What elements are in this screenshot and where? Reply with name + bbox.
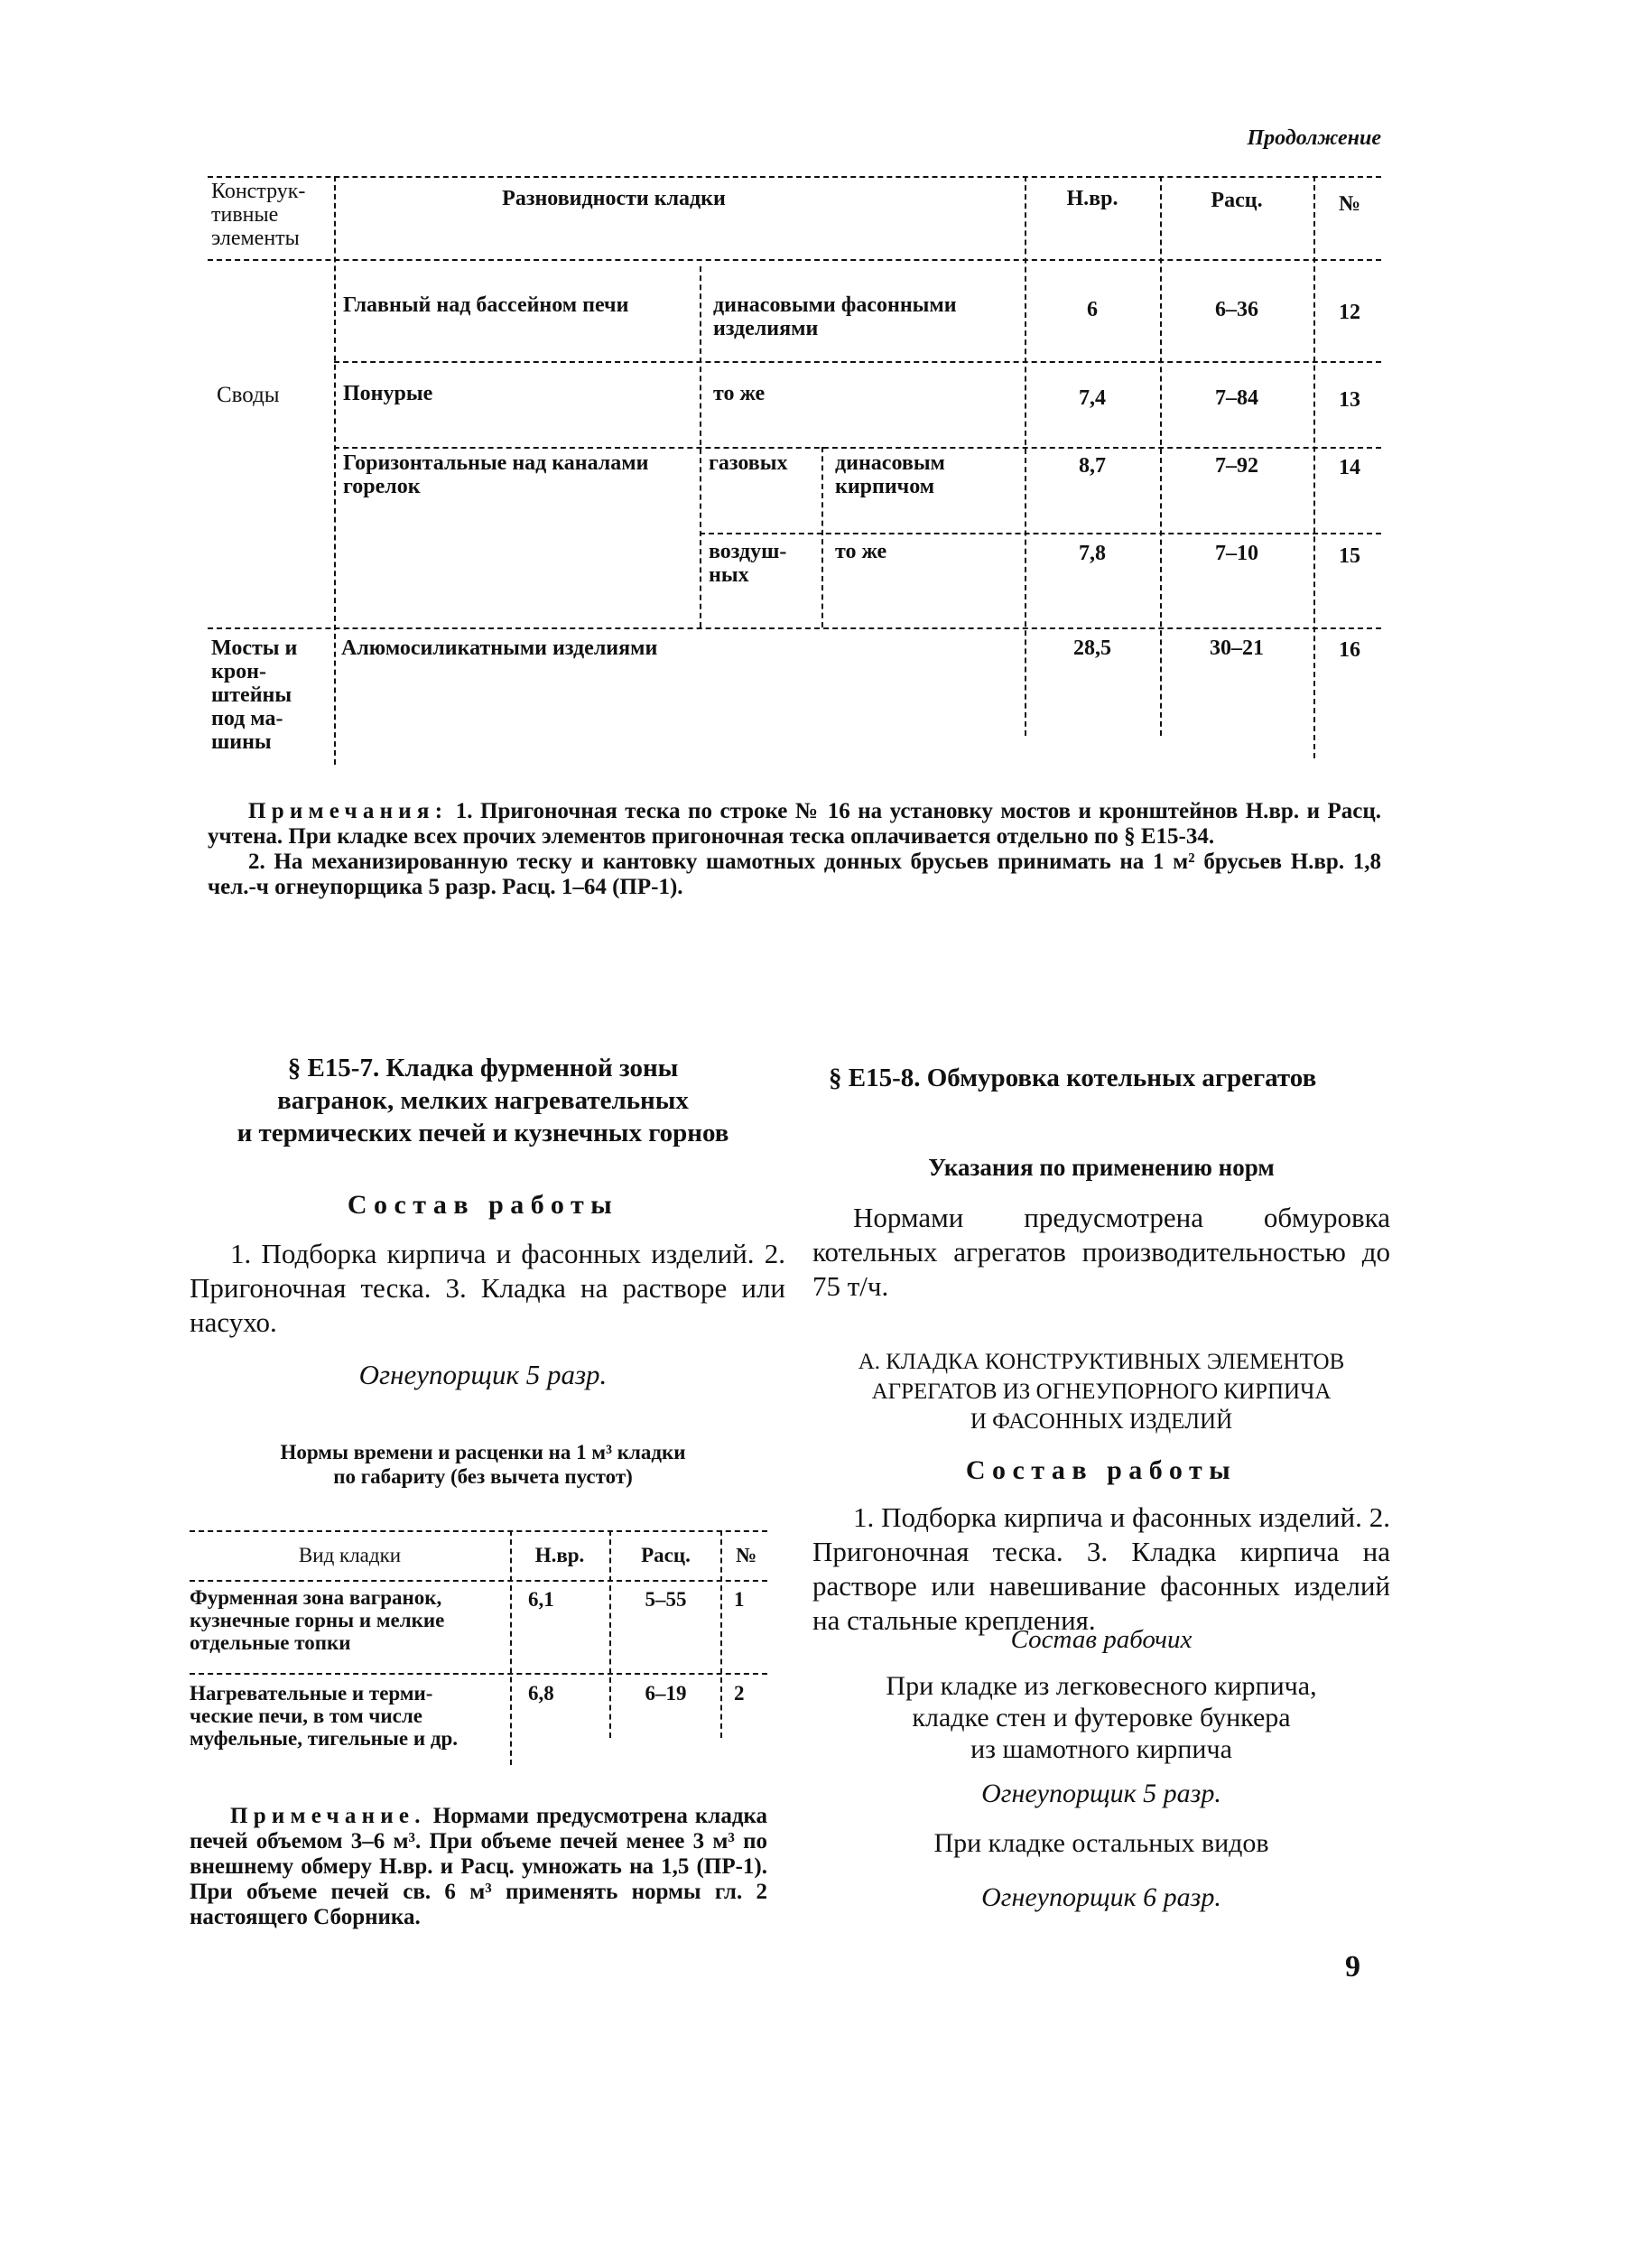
row12-kind: динасовыми фасонными изделиями — [713, 293, 957, 340]
small-row1-num: 1 — [734, 1588, 745, 1611]
small-row1-rasc: 5–55 — [645, 1588, 687, 1611]
row12-nvr: 6 — [1087, 298, 1098, 321]
small-row2-nvr: 6,8 — [528, 1682, 554, 1705]
notes-top-2: 2. На механизированную теску и кантовку шамотных донных брусьев принимать на 1 м² брусьев Н.вр. 1,8 чел.-ч огнеупорщика 5 разр. Расц. 1–64 (ПР-1). — [208, 850, 1381, 899]
notes-top-1: 1. Пригоночная теска по строке № 16 на установку мостов и кронштейнов Н.вр. и Расц. учтена. При кладке всех прочих элементов пригоночная теска оплачивается отдельно по § Е15-34. — [208, 799, 1381, 849]
h-nvr: Н.вр. — [534, 1544, 585, 1566]
right-case2: При кладке остальных видов — [933, 1828, 1269, 1858]
section-e15-8-title: § Е15-8. Обмуровка котельных агрегатов — [829, 1064, 1317, 1092]
row13-kind: то же — [713, 382, 766, 405]
small-row1-nvr: 6,1 — [528, 1588, 554, 1611]
header-rasc: Расц. — [1211, 189, 1263, 212]
row14-rasc: 7–92 — [1215, 454, 1258, 478]
left-worker: Огнеупорщик 5 разр. — [358, 1359, 608, 1390]
section-e15-7-title: § Е15-7. Кладка фурменной зоны вагранок, мелких нагревательных и термических печей и кузнечных горнов — [237, 1054, 729, 1147]
small-row1-kind: Фурменная зона вагранок, кузнечные горны и мелкие отдельные топки — [190, 1586, 445, 1654]
row14-gas: газовых — [709, 451, 788, 475]
row15-num: 15 — [1339, 544, 1360, 568]
norms-table-continued — [208, 176, 1381, 765]
right-sostav-heading: Состав работы — [965, 1455, 1238, 1485]
row14-element: Горизонтальные над каналами горелок — [343, 451, 649, 498]
notes-top-label: Примечания: — [248, 799, 449, 823]
row16-num: 16 — [1339, 638, 1360, 662]
header-num: № — [1338, 192, 1361, 216]
group-svody: Своды — [217, 383, 280, 407]
row15-nvr: 7,8 — [1079, 542, 1106, 565]
left-norms-heading: Нормы времени и расценки на 1 м³ кладки по габариту (без вычета пустот) — [280, 1441, 686, 1488]
right-worker2: Огнеупорщик 6 разр. — [981, 1882, 1221, 1912]
row14-nvr: 8,7 — [1079, 454, 1106, 478]
row12-element: Главный над бассейном печи — [343, 293, 629, 317]
left-note-label: Примечание. — [230, 1804, 426, 1828]
left-sostav-heading: Состав работы — [347, 1190, 619, 1220]
right-ukazania-heading: Указания по применению норм — [928, 1154, 1275, 1181]
right-worker1: Огнеупорщик 5 разр. — [981, 1779, 1221, 1808]
row12-num: 12 — [1339, 301, 1360, 324]
right-case1: При кладке из легковесного кирпича, кладке стен и футеровке бункера из шамотного кирпича — [886, 1671, 1317, 1764]
right-section-a: А. КЛАДКА КОНСТРУКТИВНЫХ ЭЛЕМЕНТОВ АГРЕГАТОВ ИЗ ОГНЕУПОРНОГО КИРПИЧА И ФАСОННЫХ ИЗДЕЛИЙ — [858, 1350, 1345, 1434]
right-ukazania-text: Нормами предусмотрена обмуровка котельных агрегатов производительностью до 75 т/ч. — [812, 1202, 1390, 1302]
left-note-text: Нормами предусмотрена кладка печей объемом 3–6 м³. При объеме печей менее 3 м³ по внешнему обмеру Н.вр. и Расц. умножать на 1,5 (ПР-1). При объеме печей св. 6 м³ применять нормы гл. 2 настоящего Сборника. — [190, 1804, 767, 1929]
row13-rasc: 7–84 — [1215, 386, 1258, 410]
header-elements: Конструк- тивные элементы — [211, 180, 306, 250]
h-num: № — [735, 1544, 757, 1566]
group-mosty: Мосты и крон- штейны под ма- шины — [211, 636, 298, 754]
small-row2-kind: Нагревательные и терми- ческие печи, в том числе муфельные, тигельные и др. — [190, 1682, 459, 1750]
row14-num: 14 — [1339, 456, 1360, 479]
small-row2-rasc: 6–19 — [645, 1682, 687, 1705]
row13-nvr: 7,4 — [1079, 386, 1106, 410]
header-kinds: Разновидности кладки — [502, 187, 726, 210]
small-row2-num: 2 — [734, 1682, 745, 1705]
row15-air: воздуш- ных — [709, 540, 787, 587]
row15-rasc: 7–10 — [1215, 542, 1258, 565]
e15-7-table — [190, 1530, 767, 1770]
notes-top — [208, 799, 1381, 900]
h-kind: Вид кладки — [298, 1544, 402, 1566]
header-nvr: Н.вр. — [1066, 187, 1118, 210]
left-note — [190, 1804, 767, 1930]
row13-element: Понурые — [343, 382, 433, 405]
left-sostav-text: 1. Подборка кирпича и фасонных изделий. 2. Пригоночная теска. 3. Кладка на растворе или насухо. — [190, 1238, 785, 1338]
row14-kind: динасовым кирпичом — [835, 451, 945, 498]
row16-rasc: 30–21 — [1210, 636, 1264, 660]
row13-num: 13 — [1339, 388, 1360, 412]
right-sostav-rabochih: Состав рабочих — [1010, 1625, 1193, 1654]
right-sostav-text: 1. Подборка кирпича и фасонных изделий. 2. Пригоночная теска. 3. Кладка кирпича на растворе или навешивание фасонных изделий на стальные крепления. — [812, 1501, 1390, 1636]
h-rasc: Расц. — [641, 1544, 691, 1566]
row15-kind: то же — [835, 540, 887, 563]
row16-kind: Алюмосиликатными изделиями — [341, 636, 658, 660]
continuation-label: Продолжение — [1247, 126, 1381, 150]
row12-rasc: 6–36 — [1215, 298, 1258, 321]
page-number: 9 — [1345, 1950, 1360, 1983]
row16-nvr: 28,5 — [1073, 636, 1111, 660]
